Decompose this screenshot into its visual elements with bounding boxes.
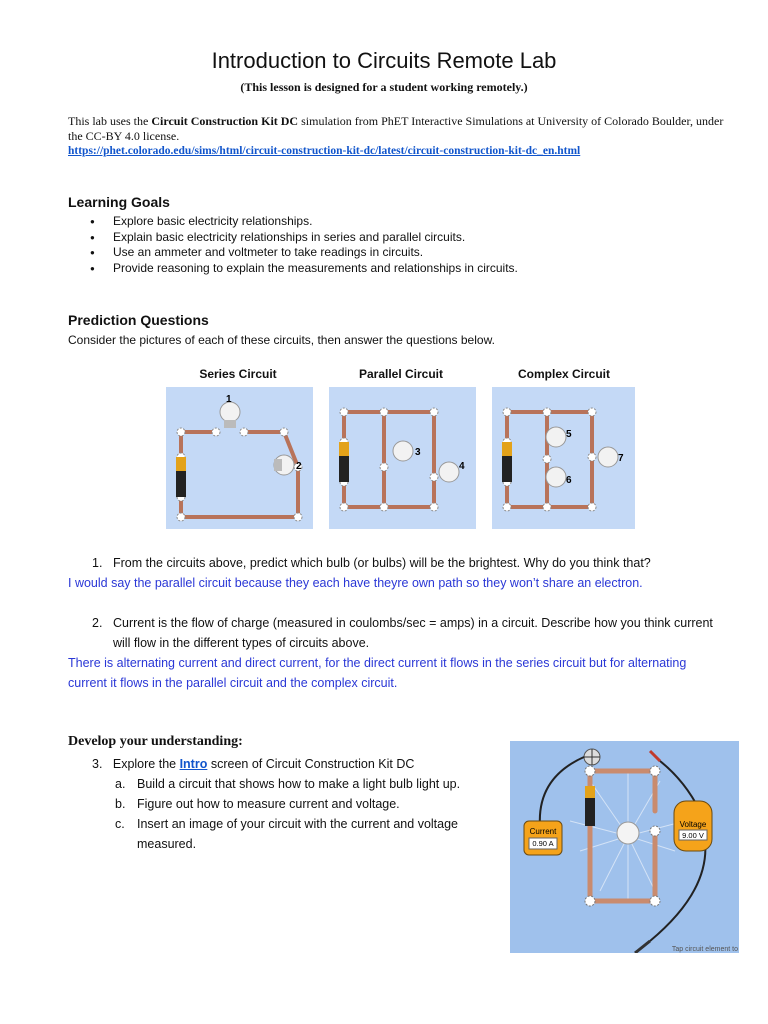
simulation-screenshot xyxy=(510,741,739,953)
learning-goals-heading: Learning Goals xyxy=(68,194,170,210)
series-circuit-diagram xyxy=(166,387,313,529)
series-caption: Series Circuit xyxy=(199,367,277,381)
subitem-b xyxy=(115,794,477,814)
complex-circuit-diagram xyxy=(492,387,635,529)
answer-2: There is alternating current and direct current, for the direct current it flows in the series circuit but for alternating current it flows in the parallel circuit and the complex circuit. xyxy=(68,656,687,690)
bulb-label: 3 xyxy=(415,447,421,458)
intro-link[interactable]: Intro xyxy=(179,757,208,771)
parallel-caption: Parallel Circuit xyxy=(358,367,444,381)
prediction-subheading: Consider the pictures of each of these circuits, then answer the questions below. xyxy=(68,333,495,347)
step-text-post: screen of Circuit Construction Kit DC xyxy=(207,757,415,771)
bulb-label: 5 xyxy=(566,429,572,440)
ammeter-label: Current xyxy=(529,827,557,836)
intro-text-1: This lab uses the xyxy=(68,114,152,128)
subitem-text: Insert an image of your circuit with the current and voltage measured. xyxy=(137,817,458,851)
list-item: ● Use an ammeter and voltmeter to take readings in circuits. xyxy=(90,245,518,261)
question-number: 2. xyxy=(92,616,103,630)
question-2 xyxy=(92,613,722,653)
subitem-letter: b. xyxy=(115,797,126,811)
subitem-c xyxy=(115,814,477,854)
bulb-label: 1 xyxy=(226,394,232,405)
bulb-label: 6 xyxy=(566,475,572,486)
list-item: ● Explore basic electricity relationships. xyxy=(90,214,518,230)
series-circuit-image xyxy=(166,387,313,529)
voltmeter-label: Voltage xyxy=(679,820,707,829)
complex-caption: Complex Circuit xyxy=(517,367,610,381)
subitem-text: Build a circuit that shows how to make a light bulb light up. xyxy=(137,777,461,791)
ammeter-value: 0.90 A xyxy=(532,839,554,848)
learning-goals-list xyxy=(90,214,518,276)
subitem-a xyxy=(115,774,477,794)
page-subtitle: (This lesson is designed for a student working remotely.) xyxy=(240,80,528,94)
step-3 xyxy=(92,754,414,774)
intro-paragraph xyxy=(68,114,728,144)
parallel-circuit-diagram xyxy=(329,387,476,529)
question-1 xyxy=(92,553,722,573)
sim-name: Circuit Construction Kit DC xyxy=(151,114,299,128)
prediction-heading: Prediction Questions xyxy=(68,312,209,328)
question-number: 1. xyxy=(92,556,103,570)
bulb-label: 4 xyxy=(459,461,465,472)
subitem-letter: a. xyxy=(115,777,126,791)
sim-footer-text: Tap circuit element to xyxy=(671,946,738,953)
list-item: ● Explain basic electricity relationships in series and parallel circuits. xyxy=(90,230,518,246)
parallel-circuit-image xyxy=(329,387,476,529)
answer-1: I would say the parallel circuit because they each have theyre own path so they won’t share an electron. xyxy=(68,576,643,590)
subitem-text: Figure out how to measure current and voltage. xyxy=(137,797,400,811)
intro-text-2: simulation from PhET Interactive Simulations at University of Colorado Boulder, under the CC-BY 4.0 license. xyxy=(68,114,724,143)
voltmeter-value: 9.00 V xyxy=(682,831,704,840)
question-text: Current is the flow of charge (measured in coulombs/sec = amps) in a circuit. Describe how you think current will flow in the different types of circuits above. xyxy=(113,616,713,650)
bulb-label: 7 xyxy=(618,453,624,464)
phet-link[interactable]: https://phet.colorado.edu/sims/html/circuit-construction-kit-dc/latest/circuit-construction-kit-dc_en.html xyxy=(68,145,581,157)
list-item: ● Provide reasoning to explain the measurements and relationships in circuits. xyxy=(90,261,518,277)
question-text: From the circuits above, predict which bulb (or bulbs) will be the brightest. Why do you think that? xyxy=(113,556,651,570)
page-title: Introduction to Circuits Remote Lab xyxy=(211,48,557,73)
bulb-label: 2 xyxy=(296,461,302,472)
step-text-pre: Explore the xyxy=(112,757,180,771)
subitem-letter: c. xyxy=(115,817,125,831)
simulation-diagram xyxy=(510,741,739,953)
step-number: 3. xyxy=(92,757,103,771)
develop-heading: Develop your understanding: xyxy=(68,734,243,749)
complex-circuit-image xyxy=(492,387,635,529)
